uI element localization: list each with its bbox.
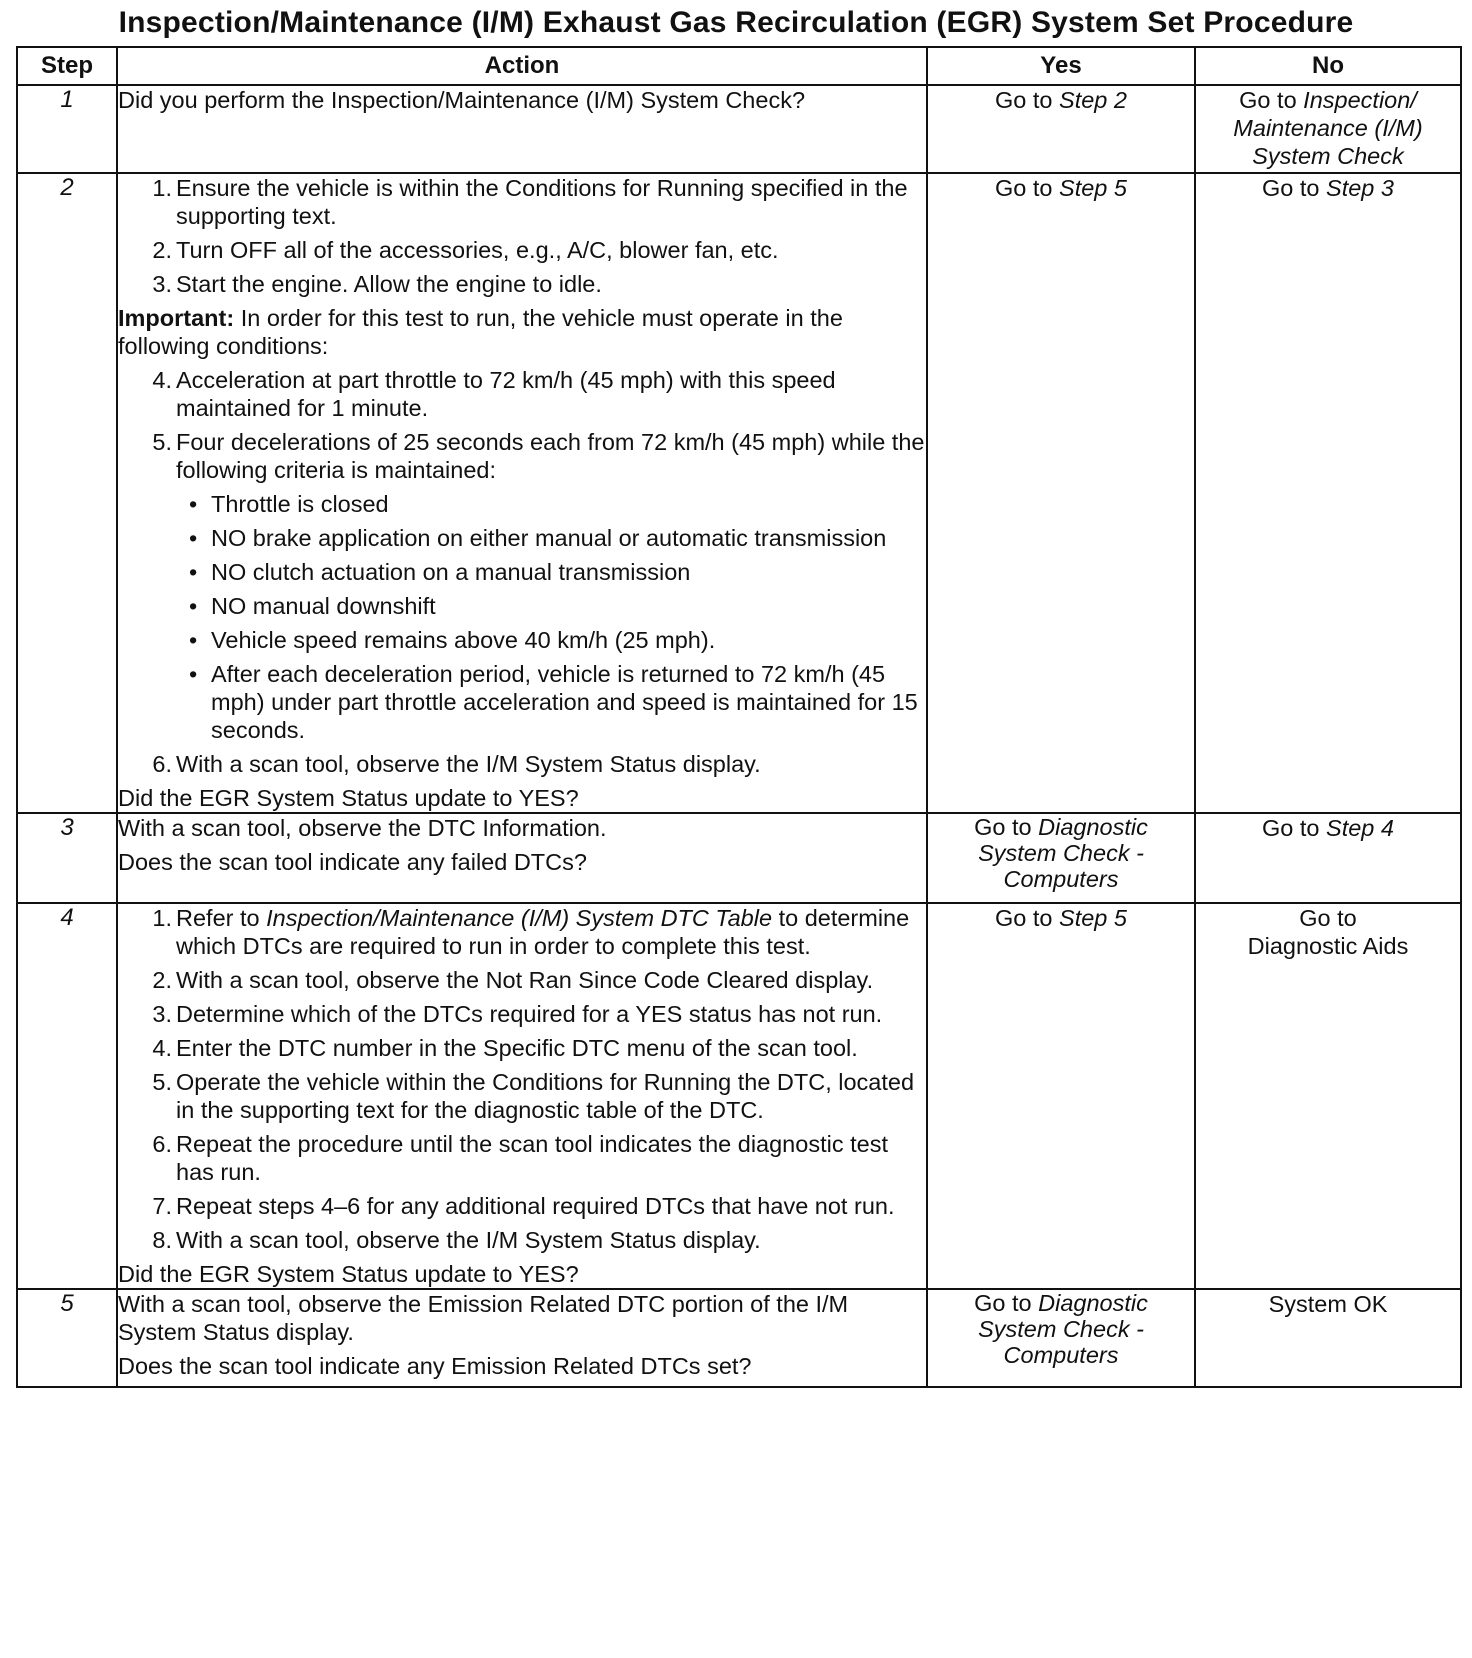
action-cell (117, 813, 927, 903)
goto-prefix: Go to (1262, 815, 1320, 841)
goto-prefix: Go to (995, 175, 1053, 201)
list-item: 2. With a scan tool, observe the Not Ran Since Code Cleared display. (152, 967, 874, 993)
list-item: 6. With a scan tool, observe the I/M System Status display. (152, 751, 761, 777)
criteria-list (176, 490, 926, 744)
goto-link[interactable]: Diagnostic System Check - Computers (978, 814, 1148, 892)
goto-link[interactable]: Step 4 (1326, 815, 1394, 841)
procedure-table (16, 46, 1462, 1388)
page-title: Inspection/Maintenance (I/M) Exhaust Gas Recirculation (EGR) System Set Procedure (118, 6, 1354, 39)
yes-cell (927, 173, 1195, 813)
no-cell (1195, 1289, 1461, 1387)
list-item: 2. Turn OFF all of the accessories, e.g., A/C, blower fan, etc. (152, 237, 779, 263)
bullet-item: • Throttle is closed (176, 490, 926, 518)
header-row (17, 47, 1461, 85)
yes-cell (927, 1289, 1195, 1387)
no-cell (1195, 173, 1461, 813)
question-text: Did you perform the Inspection/Maintenance (I/M) System Check? (118, 87, 806, 113)
table-row (17, 173, 1461, 813)
goto-prefix: Go to (995, 905, 1053, 931)
question-text: Does the scan tool indicate any failed DTCs? (118, 849, 587, 875)
question-text: Did the EGR System Status update to YES? (118, 1261, 579, 1287)
list-item: 4. Acceleration at part throttle to 72 km/h (45 mph) with this speed maintained for 1 minute. (152, 367, 836, 421)
list-item: 1. Refer to Inspection/Maintenance (I/M) System DTC Table to determine which DTCs are required to run in order to complete this test. (152, 905, 910, 959)
goto-link[interactable]: Step 3 (1326, 175, 1394, 201)
step-number: 2 (17, 173, 117, 813)
table-link[interactable]: Inspection/Maintenance (I/M) System DTC Table (266, 905, 773, 931)
list-item: 4. Enter the DTC number in the Specific DTC menu of the scan tool. (152, 1035, 858, 1061)
bullet-item: • NO clutch actuation on a manual transmission (176, 558, 926, 586)
goto-link[interactable]: Diagnostic System Check - Computers (978, 1290, 1148, 1368)
goto-link[interactable]: Diagnostic Aids (1247, 933, 1409, 959)
list-item: 7. Repeat steps 4–6 for any additional required DTCs that have not run. (152, 1193, 895, 1219)
question-text: Did the EGR System Status update to YES? (118, 785, 579, 811)
list-item: 1. Ensure the vehicle is within the Conditions for Running specified in the supporting text. (152, 175, 908, 229)
yes-cell (927, 85, 1195, 173)
step-list (118, 904, 926, 1254)
goto-prefix: Go to (1239, 87, 1297, 113)
table-row (17, 813, 1461, 903)
important-note: Important: In order for this test to run, the vehicle must operate in the following conditions: (118, 305, 843, 359)
list-item: 8. With a scan tool, observe the I/M System Status display. (152, 1227, 761, 1253)
bullet-item: • After each deceleration period, vehicle is returned to 72 km/h (45 mph) under part throttle acceleration and speed is maintained for 15 seconds. (176, 660, 926, 744)
goto-prefix: Go to (974, 1290, 1032, 1316)
result-text: System OK (1268, 1291, 1388, 1317)
step-number: 5 (17, 1289, 117, 1387)
no-cell (1195, 903, 1461, 1289)
step-number: 4 (17, 903, 117, 1289)
goto-link[interactable]: Step 5 (1059, 905, 1127, 931)
bullet-item: • NO brake application on either manual or automatic transmission (176, 524, 926, 552)
goto-prefix: Go to (1262, 175, 1320, 201)
yes-cell (927, 903, 1195, 1289)
goto-link[interactable]: Step 5 (1059, 175, 1127, 201)
action-cell (117, 85, 927, 173)
no-cell (1195, 813, 1461, 903)
step-number: 3 (17, 813, 117, 903)
bullet-item: • Vehicle speed remains above 40 km/h (25 mph). (176, 626, 926, 654)
yes-cell (927, 813, 1195, 903)
table-row (17, 903, 1461, 1289)
table-row (17, 1289, 1461, 1387)
bullet-item: • NO manual downshift (176, 592, 926, 620)
list-item: 5. Four decelerations of 25 seconds each from 72 km/h (45 mph) while the following criteria is maintained: • Throttle is closed • NO brake application on either manual or automatic transmission • NO clutch actuation on a manual transmission • NO manual downshift • Vehicle speed remains above 40 km/h (25 mph). • After each deceleration period, vehicle is returned to 72 km/h (45 mph) under part throttle acceleration and speed is maintained for 15 seconds. (118, 428, 926, 744)
instruction-text: With a scan tool, observe the Emission Related DTC portion of the I/M System Status display. (118, 1291, 849, 1345)
list-item: 3. Start the engine. Allow the engine to idle. (152, 271, 602, 297)
table-row (17, 85, 1461, 173)
list-item: 5. Operate the vehicle within the Conditions for Running the DTC, located in the supporting text for the diagnostic table of the DTC. (152, 1069, 915, 1123)
goto-link[interactable]: Step 2 (1059, 87, 1127, 113)
list-item: 3. Determine which of the DTCs required for a YES status has not run. (152, 1001, 883, 1027)
goto-prefix: Go to (1299, 905, 1357, 931)
header-action: Action (117, 47, 927, 85)
action-cell (117, 173, 927, 813)
goto-link[interactable]: Inspection/ Maintenance (I/M) System Check (1233, 87, 1423, 169)
action-cell (117, 903, 927, 1289)
header-yes: Yes (927, 47, 1195, 85)
step-list (118, 174, 926, 298)
list-item: 6. Repeat the procedure until the scan tool indicates the diagnostic test has run. (152, 1131, 888, 1185)
header-step: Step (17, 47, 117, 85)
goto-prefix: Go to (995, 87, 1053, 113)
header-no: No (1195, 47, 1461, 85)
step-list (118, 366, 926, 778)
action-cell (117, 1289, 927, 1387)
no-cell (1195, 85, 1461, 173)
step-number: 1 (17, 85, 117, 173)
instruction-text: With a scan tool, observe the DTC Information. (118, 815, 607, 841)
question-text: Does the scan tool indicate any Emission Related DTCs set? (118, 1353, 752, 1379)
goto-prefix: Go to (974, 814, 1032, 840)
